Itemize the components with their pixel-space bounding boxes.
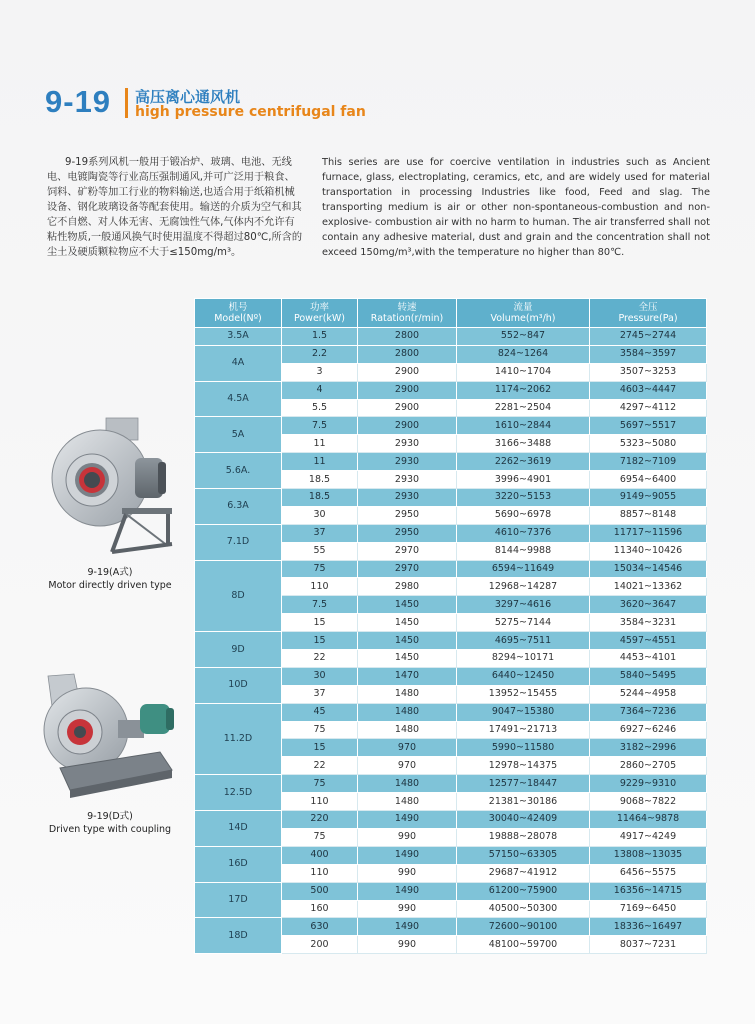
- power-cell: 37: [282, 524, 358, 542]
- pressure-cell: 18336~16497: [590, 918, 707, 936]
- power-cell: 15: [282, 632, 358, 650]
- pressure-cell: 4297~4112: [590, 399, 707, 417]
- volume-cell: 8144~9988: [457, 542, 590, 560]
- header-rotation: 转速 Ratation(r/min): [358, 299, 457, 328]
- rotation-cell: 2900: [358, 417, 457, 435]
- pressure-cell: 9068~7822: [590, 793, 707, 811]
- pressure-cell: 11464~9878: [590, 811, 707, 829]
- pressure-cell: 2745~2744: [590, 328, 707, 346]
- rotation-cell: 2930: [358, 435, 457, 453]
- rotation-cell: 1490: [358, 882, 457, 900]
- volume-cell: 13952~15455: [457, 685, 590, 703]
- pressure-cell: 5323~5080: [590, 435, 707, 453]
- title-english: high pressure centrifugal fan: [135, 104, 366, 120]
- volume-cell: 1410~1704: [457, 363, 590, 381]
- volume-cell: 12968~14287: [457, 578, 590, 596]
- volume-cell: 552~847: [457, 328, 590, 346]
- table-row: [195, 703, 707, 721]
- rotation-cell: 990: [358, 828, 457, 846]
- rotation-cell: 1450: [358, 650, 457, 668]
- power-cell: 110: [282, 793, 358, 811]
- volume-cell: 30040~42409: [457, 811, 590, 829]
- volume-cell: 5275~7144: [457, 614, 590, 632]
- power-cell: 15: [282, 614, 358, 632]
- header-divider: [125, 88, 128, 118]
- table-row: [195, 882, 707, 900]
- pressure-cell: 8857~8148: [590, 506, 707, 524]
- model-cell: 4A: [195, 345, 282, 381]
- power-cell: 7.5: [282, 417, 358, 435]
- power-cell: 22: [282, 757, 358, 775]
- header-volume: 流量 Volume(m³/h): [457, 299, 590, 328]
- rotation-cell: 2930: [358, 453, 457, 471]
- figure-d-caption: Driven type with coupling: [48, 824, 172, 835]
- table-row: [195, 381, 707, 399]
- pressure-cell: 6927~6246: [590, 721, 707, 739]
- power-cell: 22: [282, 650, 358, 668]
- volume-cell: 2262~3619: [457, 453, 590, 471]
- power-cell: 200: [282, 936, 358, 954]
- rotation-cell: 1480: [358, 793, 457, 811]
- power-cell: 30: [282, 506, 358, 524]
- pressure-cell: 3507~3253: [590, 363, 707, 381]
- direct-drive-fan-illustration: [40, 410, 180, 560]
- header-pressure: 全压 Pressure(Pa): [590, 299, 707, 328]
- power-cell: 15: [282, 739, 358, 757]
- pressure-cell: 2860~2705: [590, 757, 707, 775]
- figure-a-caption: Motor directly driven type: [48, 580, 172, 591]
- power-cell: 220: [282, 811, 358, 829]
- rotation-cell: 990: [358, 936, 457, 954]
- rotation-cell: 1450: [358, 632, 457, 650]
- volume-cell: 824~1264: [457, 345, 590, 363]
- pressure-cell: 7364~7236: [590, 703, 707, 721]
- rotation-cell: 2970: [358, 560, 457, 578]
- table-row: [195, 345, 707, 363]
- figure-a-model: 9-19(A式): [87, 567, 133, 578]
- volume-cell: 3297~4616: [457, 596, 590, 614]
- rotation-cell: 2980: [358, 578, 457, 596]
- model-cell: 18D: [195, 918, 282, 954]
- volume-cell: 1174~2062: [457, 381, 590, 399]
- power-cell: 110: [282, 578, 358, 596]
- pressure-cell: 11717~11596: [590, 524, 707, 542]
- rotation-cell: 2900: [358, 399, 457, 417]
- rotation-cell: 990: [358, 864, 457, 882]
- model-cell: 3.5A: [195, 328, 282, 346]
- volume-cell: 21381~30186: [457, 793, 590, 811]
- fan-image-d: [40, 672, 180, 837]
- power-cell: 45: [282, 703, 358, 721]
- pressure-cell: 15034~14546: [590, 560, 707, 578]
- rotation-cell: 990: [358, 900, 457, 918]
- model-cell: 4.5A: [195, 381, 282, 417]
- power-cell: 2.2: [282, 345, 358, 363]
- rotation-cell: 2950: [358, 524, 457, 542]
- volume-cell: 5690~6978: [457, 506, 590, 524]
- volume-cell: 4695~7511: [457, 632, 590, 650]
- power-cell: 75: [282, 828, 358, 846]
- model-cell: 5A: [195, 417, 282, 453]
- rotation-cell: 2950: [358, 506, 457, 524]
- table-row: [195, 489, 707, 507]
- volume-cell: 6594~11649: [457, 560, 590, 578]
- rotation-cell: 2800: [358, 345, 457, 363]
- table-row: [195, 667, 707, 685]
- power-cell: 4: [282, 381, 358, 399]
- volume-cell: 12577~18447: [457, 775, 590, 793]
- volume-cell: 1610~2844: [457, 417, 590, 435]
- volume-cell: 3996~4901: [457, 471, 590, 489]
- power-cell: 30: [282, 667, 358, 685]
- power-cell: 18.5: [282, 471, 358, 489]
- volume-cell: 19888~28078: [457, 828, 590, 846]
- volume-cell: 17491~21713: [457, 721, 590, 739]
- volume-cell: 48100~59700: [457, 936, 590, 954]
- rotation-cell: 1480: [358, 703, 457, 721]
- spec-table: [194, 298, 707, 954]
- table-row: [195, 632, 707, 650]
- rotation-cell: 1450: [358, 596, 457, 614]
- rotation-cell: 2970: [358, 542, 457, 560]
- model-cell: 16D: [195, 846, 282, 882]
- power-cell: 400: [282, 846, 358, 864]
- table-row: [195, 846, 707, 864]
- model-cell: 12.5D: [195, 775, 282, 811]
- rotation-cell: 1490: [358, 846, 457, 864]
- power-cell: 75: [282, 775, 358, 793]
- rotation-cell: 1490: [358, 811, 457, 829]
- pressure-cell: 14021~13362: [590, 578, 707, 596]
- rotation-cell: 1480: [358, 721, 457, 739]
- pressure-cell: 8037~7231: [590, 936, 707, 954]
- power-cell: 75: [282, 560, 358, 578]
- pressure-cell: 4453~4101: [590, 650, 707, 668]
- model-cell: 10D: [195, 667, 282, 703]
- power-cell: 5.5: [282, 399, 358, 417]
- title-chinese: 高压离心通风机: [135, 88, 241, 106]
- pressure-cell: 4917~4249: [590, 828, 707, 846]
- power-cell: 7.5: [282, 596, 358, 614]
- volume-cell: 8294~10171: [457, 650, 590, 668]
- figure-d-model: 9-19(D式): [87, 811, 133, 822]
- model-cell: 8D: [195, 560, 282, 632]
- model-cell: 17D: [195, 882, 282, 918]
- power-cell: 11: [282, 435, 358, 453]
- volume-cell: 40500~50300: [457, 900, 590, 918]
- pressure-cell: 4597~4551: [590, 632, 707, 650]
- pressure-cell: 5840~5495: [590, 667, 707, 685]
- power-cell: 1.5: [282, 328, 358, 346]
- rotation-cell: 2930: [358, 489, 457, 507]
- pressure-cell: 5697~5517: [590, 417, 707, 435]
- pressure-cell: 16356~14715: [590, 882, 707, 900]
- volume-cell: 3220~5153: [457, 489, 590, 507]
- pressure-cell: 3182~2996: [590, 739, 707, 757]
- rotation-cell: 970: [358, 739, 457, 757]
- pressure-cell: 7182~7109: [590, 453, 707, 471]
- power-cell: 18.5: [282, 489, 358, 507]
- model-cell: 7.1D: [195, 524, 282, 560]
- pressure-cell: 3620~3647: [590, 596, 707, 614]
- rotation-cell: 1470: [358, 667, 457, 685]
- volume-cell: 5990~11580: [457, 739, 590, 757]
- pressure-cell: 4603~4447: [590, 381, 707, 399]
- coupling-drive-fan-illustration: [40, 672, 180, 807]
- pressure-cell: 6456~5575: [590, 864, 707, 882]
- model-cell: 5.6A.: [195, 453, 282, 489]
- table-row: [195, 328, 707, 346]
- power-cell: 500: [282, 882, 358, 900]
- pressure-cell: 9149~9055: [590, 489, 707, 507]
- rotation-cell: 1490: [358, 918, 457, 936]
- volume-cell: 61200~75900: [457, 882, 590, 900]
- volume-cell: 2281~2504: [457, 399, 590, 417]
- pressure-cell: 5244~4958: [590, 685, 707, 703]
- spec-table-header: [195, 299, 707, 328]
- power-cell: 3: [282, 363, 358, 381]
- pressure-cell: 3584~3231: [590, 614, 707, 632]
- table-row: [195, 918, 707, 936]
- pressure-cell: 11340~10426: [590, 542, 707, 560]
- pressure-cell: 7169~6450: [590, 900, 707, 918]
- rotation-cell: 2800: [358, 328, 457, 346]
- intro-english: This series are use for coercive ventilation in industries such as Ancient furnace, glass, electroplating, ceramics, etc, and are widely used for material transportation in processing Industries like food, Feed and slag. The transporting medium is air or other non-spontaneous-combustion and non-explosive- combustion air with no harm to human. The air transferred shall not contain any adhesive material, dust and grain and the concentration shall not exceed 150mg/m³,with the temperature no higher than 80℃.: [322, 157, 710, 258]
- rotation-cell: 1480: [358, 685, 457, 703]
- volume-cell: 57150~63305: [457, 846, 590, 864]
- power-cell: 110: [282, 864, 358, 882]
- volume-cell: 12978~14375: [457, 757, 590, 775]
- volume-cell: 29687~41912: [457, 864, 590, 882]
- model-cell: 11.2D: [195, 703, 282, 775]
- series-number: 9-19: [45, 84, 112, 119]
- spec-table-body: [195, 328, 707, 954]
- model-cell: 6.3A: [195, 489, 282, 525]
- volume-cell: 4610~7376: [457, 524, 590, 542]
- table-row: [195, 524, 707, 542]
- pressure-cell: 3584~3597: [590, 345, 707, 363]
- table-row: [195, 811, 707, 829]
- power-cell: 11: [282, 453, 358, 471]
- table-row: [195, 775, 707, 793]
- power-cell: 160: [282, 900, 358, 918]
- pressure-cell: 13808~13035: [590, 846, 707, 864]
- intro-chinese: 9-19系列风机一般用于锻冶炉、玻璃、电池、无线电、电镀陶瓷等行业高压强制通风,并可广泛用于粮食、饲料、矿粉等加工行业的物料输送,也适合用于纸箱机械设备、钢化玻璃设备等配套使用。输送的介质为空气和其它不自燃、对人体无害、无腐蚀性气体,气体内不允许有粘性物质,一般通风换气时使用温度不得超过80℃,所含的尘土及硬质颗粒物应不大于≤150mg/m³。: [47, 157, 303, 258]
- rotation-cell: 2900: [358, 381, 457, 399]
- rotation-cell: 970: [358, 757, 457, 775]
- header-power: 功率 Power(kW): [282, 299, 358, 328]
- power-cell: 37: [282, 685, 358, 703]
- rotation-cell: 1450: [358, 614, 457, 632]
- volume-cell: 6440~12450: [457, 667, 590, 685]
- table-row: [195, 453, 707, 471]
- table-row: [195, 560, 707, 578]
- header-model: 机号 Model(Nº): [195, 299, 282, 328]
- table-row: [195, 417, 707, 435]
- model-cell: 14D: [195, 811, 282, 847]
- power-cell: 75: [282, 721, 358, 739]
- pressure-cell: 6954~6400: [590, 471, 707, 489]
- rotation-cell: 2930: [358, 471, 457, 489]
- pressure-cell: 9229~9310: [590, 775, 707, 793]
- power-cell: 630: [282, 918, 358, 936]
- fan-image-a: [40, 410, 180, 590]
- volume-cell: 3166~3488: [457, 435, 590, 453]
- volume-cell: 72600~90100: [457, 918, 590, 936]
- model-cell: 9D: [195, 632, 282, 668]
- rotation-cell: 2900: [358, 363, 457, 381]
- rotation-cell: 1480: [358, 775, 457, 793]
- power-cell: 55: [282, 542, 358, 560]
- volume-cell: 9047~15380: [457, 703, 590, 721]
